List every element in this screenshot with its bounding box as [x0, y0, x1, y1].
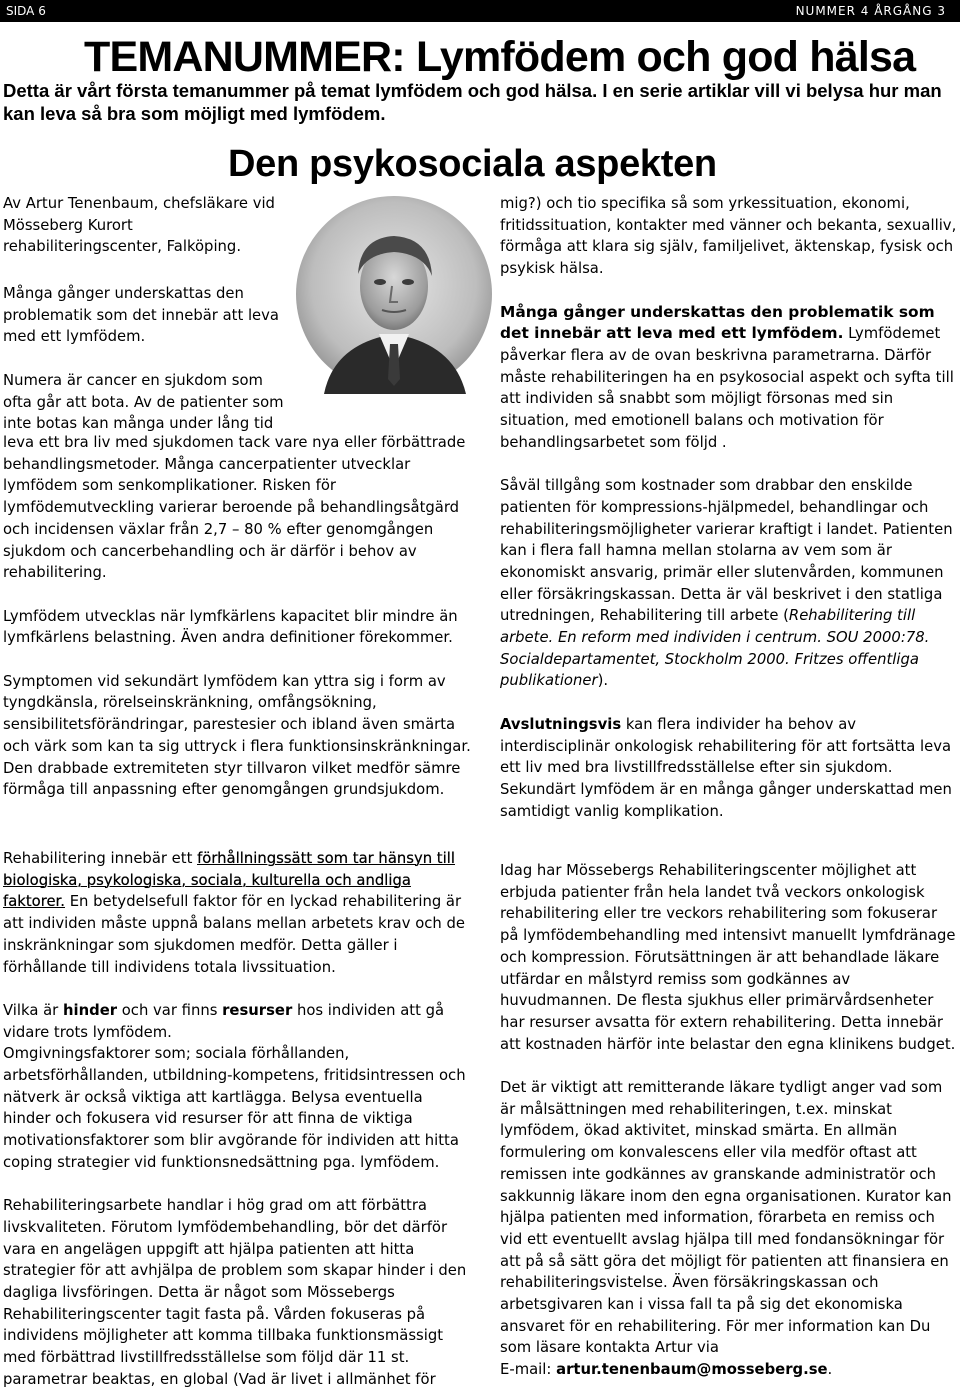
paragraph	[3, 1000, 469, 1043]
paragraph: Rehabiliteringsarbete handlar i hög grad om att förbättra livskvaliteten. Förutom lymfödembehandling, bör det därför vara en angelägen uppgift att hjälpa patienten att hitta strategier för att avhjälpa de problem som skapar hinder i den dagliga livsföringen. Detta är något som Mössebergs Rehabiliteringscenter tagit fasta på. Vården fokuseras på individens möjligheter att komma tillbaka funktionsmässigt med förbättrad livstillfredsställelse som följd där 11 st. parametrar beaktas, en global (Vad är livet i allmänhet för	[3, 1197, 467, 1388]
text: Rehabilitering innebär ett	[3, 850, 198, 867]
email-link[interactable]: artur.tenenbaum@mosseberg.se	[556, 1361, 828, 1379]
byline-line: Mösseberg Kurort	[3, 216, 133, 234]
paragraph: Idag har Mössebergs Rehabiliteringscenter möjlighet att erbjuda patienter från hela landet två veckors onkologisk rehabilitering eller tre veckors rehabilitering som fokuserar på lymfödembehandling med intensivt manuellt lymfdränage och kompression. Förutsättningen är att behandlade läkare utfärdar en målstyrd remiss som godkännes av huvudmannen. De flesta sjukhus eller primärvårdsenheter har resurser avsatta för extern rehabilitering. Detta innebär att kostnaden härför inte belastar den egna klinikens budget.	[500, 862, 956, 1053]
text-line: ofta går att bota. Av de patienter som	[3, 393, 284, 411]
text: ).	[597, 672, 609, 690]
byline	[3, 193, 275, 258]
text: Lymfödemet påverkar flera av de ovan beskrivna parametrarna. Därför måste rehabiliteringen ha en psykosocial aspekt och syfta till att individen så snabbt som möjligt försonas med sin situation, med emotionell balans och motivation för behandlingsarbetet som följd .	[500, 325, 954, 451]
theme-intro: Detta är vårt första temanummer på temat lymfödem och god hälsa. I en serie artiklar vill vi belysa hur man kan leva så bra som möjligt med lymfödem.	[3, 80, 942, 124]
emphasis: förhållningssätt som tar hänsyn till biologiska, psykologiska, sociala, kulturella och andliga faktorer.	[3, 850, 455, 911]
right-body-bottom	[500, 860, 958, 1381]
text: En betydelsefull faktor för en lyckad rehabilitering är att individen måste uppnå balans mellan arbetets krav och de inskränkningar som sjukdomen medför. Detta gäller i förhållande till individens totala livssituation.	[3, 893, 465, 976]
right-body-top	[500, 193, 958, 822]
left-body-bottom	[3, 848, 469, 1391]
paragraph: Omgivningsfaktorer som; sociala förhållanden, arbetsförhållanden, utbildning-kompetens, fritidsintressen och nätverk är också viktiga att kartlägga. Belysa eventuella hinder och fokusera vid resurser för att finna de viktiga motivationsfaktorer som blir avgörande för individen att hitta coping strategier vid funktionsnedsättning pga. lymfödem.	[3, 1045, 466, 1171]
citation: Rehabilitering till arbete. En reform med individen i centrum. SOU 2000:78. Socialdepartamentet, Stockholm 2000. Fritzes offentliga publikationer	[500, 607, 930, 690]
emphasis: hinder	[62, 1001, 118, 1019]
author-photo	[294, 194, 494, 394]
contact-line	[500, 1359, 958, 1381]
paragraph: leva ett bra liv med sjukdomen tack vare nya eller förbättrade behandlingsmetoder. Många cancerpatienter utvecklar lymfödem som senkomplikationer. Risken för lymfödemutveckling varierar beroende på behandlingsåtgärd och incidensen växlar från 2,7 – 80 % efter genomgången sjukdom och cancerbehandling och är därför i behov av rehabilitering.	[3, 434, 466, 582]
text: hos individen att gå vidare trots lymfödem.	[3, 1001, 445, 1041]
paragraph: Lymfödem utvecklas när lymfkärlens kapacitet blir mindre än lymfkärlens belastning. Även andra definitioner förekommer.	[3, 607, 458, 647]
paragraph: Det är viktigt att remitterande läkare tydligt anger vad som är målsättningen med rehabiliteringen, t.ex. minskat lymfödem, ökad aktivitet, minskad smärta. En allmän formulering om konvalescens eller vila medför oftast att remissen inte godkännes av granskande administratör och sakkunnig läkare inom den egna organisationen. Kurator kan hjälpa patienten med information, förarbeta en remiss och vid ett eventuellt avslag hjälpa till med fondansökningar för att på så sätt göra det möjligt för patienten att finansiera en rehabiliteringsvistelse. Även försäkringskassan och arbetsgivaren kan i vissa fall ta på sig det ekonomiska ansvaret för en rehabilitering. För mer information kan Du som läsare kontakta Artur via	[500, 1079, 952, 1357]
left-body	[3, 432, 473, 801]
text: Vilka är	[3, 1001, 63, 1019]
text: .	[827, 1361, 833, 1379]
paragraph	[500, 475, 958, 692]
text: Såväl tillgång som kostnader som drabbar den enskilde patienten för kompressions-hjälpmedel, behandlingar och rehabiliteringsmöjligheter varierar kraftigt i landet. Patienten kan i flera fall hamna mellan stolarna av vem som är ekonomiskt ansvarig, primär eller slutenvården, kommunen eller försäkringskassan. Detta är väl beskrivet i den statliga utredningen, Rehabilitering till arbete (	[500, 477, 953, 625]
text-line: Många gånger underskattas den	[3, 285, 244, 302]
left-intro	[3, 283, 293, 435]
issue-label: NUMMER 4 ÅRGÅNG 3	[795, 4, 946, 18]
text: kan flera individer ha behov av interdisciplinär onkologisk rehabilitering för att fortsätta leva ett liv med bra livstillfredsställelse efter sin sjukdom. Sekundärt lymfödem är en många gånger underskattad men samtidigt vanlig komplikation.	[500, 715, 952, 820]
byline-line: Av Artur Tenenbaum, chefsläkare vid	[3, 195, 275, 212]
text-line: inte botas kan många under lång tid	[3, 415, 274, 433]
text: och var finns	[117, 1001, 223, 1019]
paragraph	[3, 848, 469, 978]
page-number: SIDA 6	[6, 4, 46, 18]
emphasis: Många gånger underskattas den problematik som det innebär att leva med ett lymfödem.	[500, 302, 935, 343]
text-line: Numera är cancer en sjukdom som	[3, 371, 263, 389]
paragraph: mig?) och tio specifika så som yrkessituation, ekonomi, fritidssituation, kontakter med vänner och bekanta, sexualliv, förmåga att klara sig själv, familjelivet, äktenskap, fysisk och psykisk hälsa.	[500, 195, 957, 278]
theme-title: TEMANUMMER: Lymfödem och god hälsa	[84, 33, 916, 81]
paragraph	[500, 302, 958, 454]
page-header-bar	[0, 0, 960, 22]
article-title: Den psykosociala aspekten	[228, 143, 717, 185]
text: E-mail:	[500, 1361, 557, 1379]
emphasis: Avslutningsvis	[500, 715, 622, 733]
text-line: problematik som det innebär att leva	[3, 306, 279, 324]
paragraph	[500, 714, 958, 823]
paragraph: Symptomen vid sekundärt lymfödem kan yttra sig i form av tyngdkänsla, rörelseinskränkning, omfångsökning, sensibilitetsförändringar, parestesier och ibland även smärta och värk som kan ta sig uttryck i flera funktionsinskränkningar. Den drabbade extremiteten styr tillvaron vilket medför sämre förmåga till anpassning efter genomgången grundsjukdom.	[3, 672, 471, 799]
text-line: med ett lymfödem.	[3, 328, 146, 346]
byline-line: rehabiliteringscenter, Falköping.	[3, 238, 242, 256]
emphasis: resurser	[222, 1001, 293, 1019]
